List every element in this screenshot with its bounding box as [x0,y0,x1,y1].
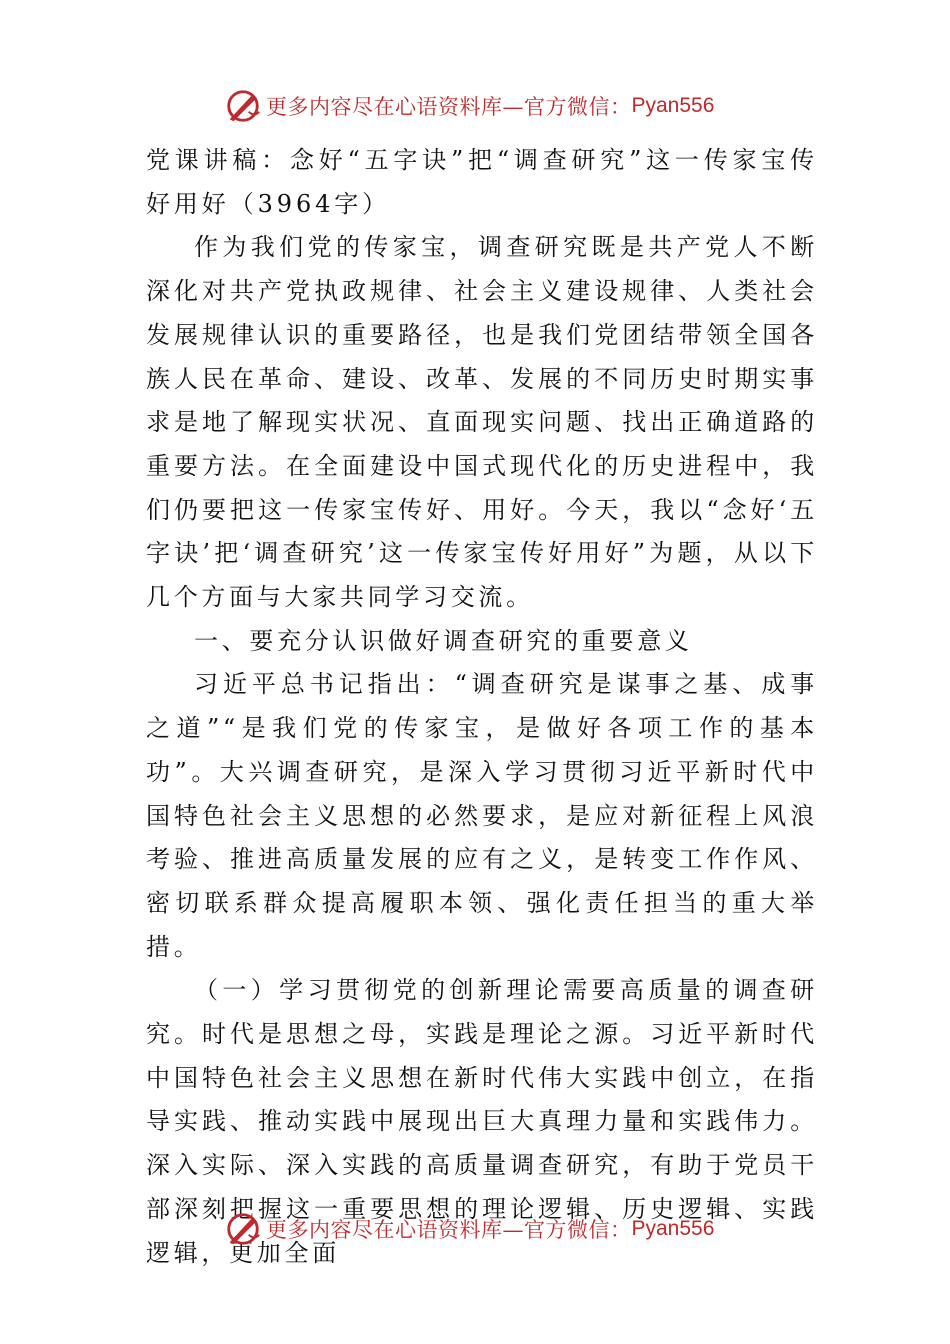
paragraph: 作为我们党的传家宝，调查研究既是共产党人不断深化对共产党执政规律、社会主义建设规律、人类社会发展规律认识的重要路径，也是我们党团结带领全国各族人民在革命、建设、改革、发展的不同历史时期实事求是地了解现实状况、直面现实问题、找出正确道路的重要方法。在全面建设中国式现代化的历史进程中，我们仍要把这一传家宝传好、用好。今天，我以“念好‘五字诀’把‘调查研究’这一传家宝传好用好”为题，从以下几个方面与大家共同学习交流。 [146,233,818,612]
pen-circle-logo-icon [224,1210,262,1248]
watermark-text: 更多内容尽在心语资料库—官方微信： [266,1218,632,1242]
watermark-code: Pyan556 [631,94,715,117]
document-title: 党课讲稿：念好“五字诀”把“调查研究”这一传家宝传好用好（3964字） [146,146,818,218]
pen-circle-logo-icon [224,87,262,125]
watermark-banner-top [224,84,714,128]
section-heading: 一、要充分认识做好调查研究的重要意义 [194,626,693,655]
document-body [146,139,818,1275]
watermark-text: 更多内容尽在心语资料库—官方微信： [266,95,632,119]
watermark-code: Pyan556 [631,1217,715,1240]
paragraph: （一）学习贯彻党的创新理论需要高质量的调查研究。时代是思想之母，实践是理论之源。习近平新时代中国特色社会主义思想在新时代伟大实践中创立，在指导实践、推动实践中展现出巨大真理力量和实践伟力。深入实际、深入实践的高质量调查研究，有助于党员干部深刻把握这一重要思想的理论逻辑、历史逻辑、实践逻辑，更加全面 [146,976,818,1267]
paragraph: 习近平总书记指出：“调查研究是谋事之基、成事之道”“是我们党的传家宝，是做好各项工作的基本功”。大兴调查研究，是深入学习贯彻习近平新时代中国特色社会主义思想的必然要求，是应对新征程上风浪考验、推进高质量发展的应有之义，是转变工作作风、密切联系群众提高履职本领、强化责任担当的重大举措。 [146,670,818,961]
watermark-banner-bottom [224,1207,714,1251]
